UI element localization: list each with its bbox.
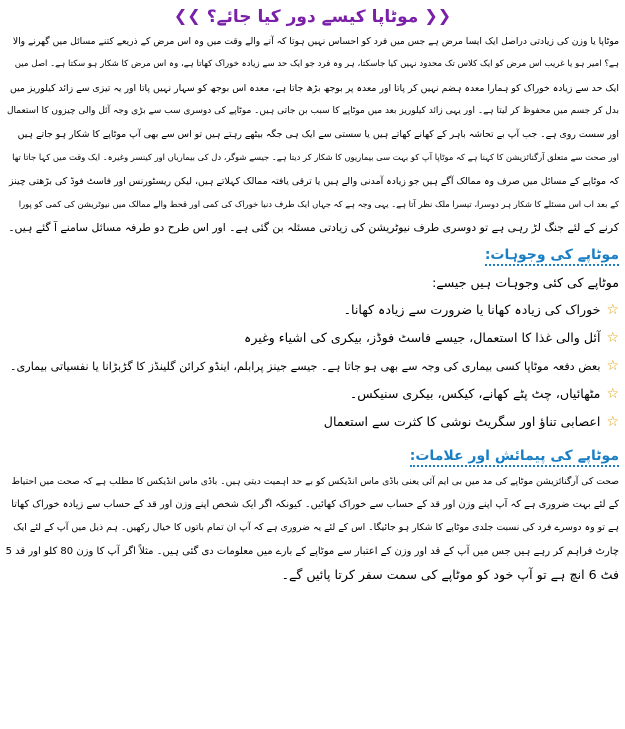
paragraph-line: موٹاپا یا وزن کی زیادتی دراصل ایک ایسا مرض ہے جس میں فرد کو احساس نہیں ہوتا کہ آنے والے وقت میں وہ اس مرض کے ذریعے کتنے مسائل میں گھرنے والا xyxy=(12,36,619,47)
paragraph-line: اور صحت سے متعلق آرگنائزیشن کا کہنا ہے کہ موٹاپا آپ کو بہت سی بیماریوں کا شکار کر دیتا ہے۔ جیسے شوگر، دل کی بیماریاں اور کینسر وغیرہ۔ ایک وقت میں کہا جاتا تھا xyxy=(12,152,619,163)
paragraph-line: ہے؟ امیر ہو یا غریب اس مرض کو ایک کلاس تک محدود نہیں کیا جاسکتا، ہر وہ فرد جو ایک حد سے زیادہ خوراک کھاتا ہے، وہ اس مرض کا شکار ہو سکتا ہے۔ اصل میں xyxy=(14,59,619,70)
intro-paragraph xyxy=(6,30,619,240)
list-item: ☆خوراک کی زیادہ کھانا یا ضرورت سے زیادہ کھانا۔ xyxy=(343,301,619,318)
measure-heading: موٹاپے کی پیمائش اور علامات: xyxy=(6,443,619,470)
page-title: موٹاپا کیسے دور کیا جائے؟ xyxy=(206,6,419,27)
paragraph-line: ایک حد سے زیادہ خوراک کو ہمارا معدہ ہضم نہیں کر پاتا اور معدہ پر بوجھ بڑھ جاتا ہے، معدہ اس بوجھ کو سہار نہیں پاتا اور یہ تیزی سے زائد کیلوریز میں xyxy=(9,82,619,94)
ornament-left-icon: ❯❯ xyxy=(173,6,201,25)
paragraph-line: فٹ 6 انچ ہے تو آپ خود کو موٹاپے کی سمت سفر کرتا پائیں گے۔ xyxy=(281,566,619,582)
star-icon: ☆ xyxy=(606,301,619,318)
paragraph-line: چارٹ فراہم کر رہے ہیں جس میں آپ کے قد اور وزن کے اعتبار سے موٹاپے کے بارے میں معلومات دی گئی ہیں۔ مثلاً اگر آپ کا وزن 80 کلو اور قد 5 xyxy=(6,545,619,557)
list-item: ☆مٹھائیاں، چٹ پٹے کھانے، کیکس، بیکری سنیکس۔ xyxy=(349,386,619,403)
list-item: ☆اعصابی تناؤ اور سگریٹ نوشی کا کثرت سے استعمال xyxy=(323,414,619,431)
paragraph-line: کے لئے بہت ضروری ہے کہ آپ اپنے وزن اور قد کے حساب سے خوراک کھائیں۔ کیونکہ اگر ایک شخص اپنے وزن اور قد کے حساب سے زیادہ خوراک کھاتا xyxy=(11,498,619,510)
paragraph-line: ہے تو وہ دوسرے فرد کی نسبت جلدی موٹاپے کا شکار ہو جائیگا۔ اس کے لئے یہ ضروری ہے کہ آپ ان تمام باتوں کا خیال رکھیں۔ ہم ذیل میں آپ کے لئے ایک xyxy=(13,522,619,534)
paragraph-line: کرنے کے لئے جنگ لڑ رہی ہے تو دوسری طرف نیوٹریشن کی زیادتی مسئلہ بن گئی ہے۔ اور اس طرح دو طرفہ مسائل سامنے آ گئے ہیں۔ xyxy=(8,221,619,235)
paragraph-line: کے بعد اب اس مسئلے کا شکار ہر دوسرا، تیسرا ملک نظر آتا ہے۔ یہی وجہ ہے کہ جہاں ایک طرف دنیا خوراک کی کمی اور قحط والے ممالک میں نیوٹریشن کی کمی کو پورا xyxy=(18,199,619,210)
star-icon: ☆ xyxy=(606,386,619,403)
list-item: ☆آئل والی غذا کا استعمال، جیسے فاسٹ فوڈز، بیکری کی اشیاء وغیرہ xyxy=(243,329,619,346)
paragraph-line: اور سست روی ہے۔ جب آپ بے تحاشہ باہر کے کھانے کھاتے ہیں یا سستی سے ایک ہی جگہ بیٹھے رہتے ہیں تو اس سے بھی آپ موٹاپے کا شکار ہو جاتے ہیں xyxy=(17,129,619,141)
causes-heading: موٹاپے کی وجوہات: xyxy=(6,242,619,269)
star-icon: ☆ xyxy=(606,329,619,346)
title-row xyxy=(6,2,619,30)
causes-intro: موٹاپے کی کئی وجوہات ہیں جیسے: xyxy=(432,274,619,290)
star-icon: ☆ xyxy=(606,414,619,431)
paragraph-line: کہ موٹاپے کے مسائل میں صرف وہ ممالک آگے ہیں جو زیادہ آمدنی والے ہیں یا ترقی یافتہ ممالک کہلاتے ہیں، لیکن ریسٹورنس اور فاسٹ فوڈ کی بڑھتی چینز xyxy=(9,175,619,187)
paragraph-line: صحت کی آرگنائزیشن موٹاپے کی مد میں بی ایم آئی یعنی باڈی ماس انڈیکس کو بے حد اہمیت دیتی ہیں۔ باڈی ماس انڈیکس کا مطلب ہے کہ صحت میں احتیاط xyxy=(11,475,619,487)
list-item: ☆بعض دفعہ موٹاپا کسی بیماری کی وجہ سے بھی ہو جاتا ہے۔ جیسے جینز پرابلم، اینڈو کرائن گلینڈز کا گڑبڑانا یا نفسیاتی بیماری۔ xyxy=(10,358,619,375)
star-icon: ☆ xyxy=(606,358,619,375)
causes-list xyxy=(6,296,619,437)
ornament-right-icon: ❮❮ xyxy=(424,6,452,25)
measure-paragraph xyxy=(6,470,619,586)
paragraph-line: بدل کر جسم میں محفوظ کر لیتا ہے۔ اور یہی زائد کیلوریز بعد میں موٹاپے کا سبب بن جاتی ہیں۔ موٹاپے کی دوسری سب سے بڑی وجہ آئل والی چیزوں کا استعمال xyxy=(7,105,619,116)
